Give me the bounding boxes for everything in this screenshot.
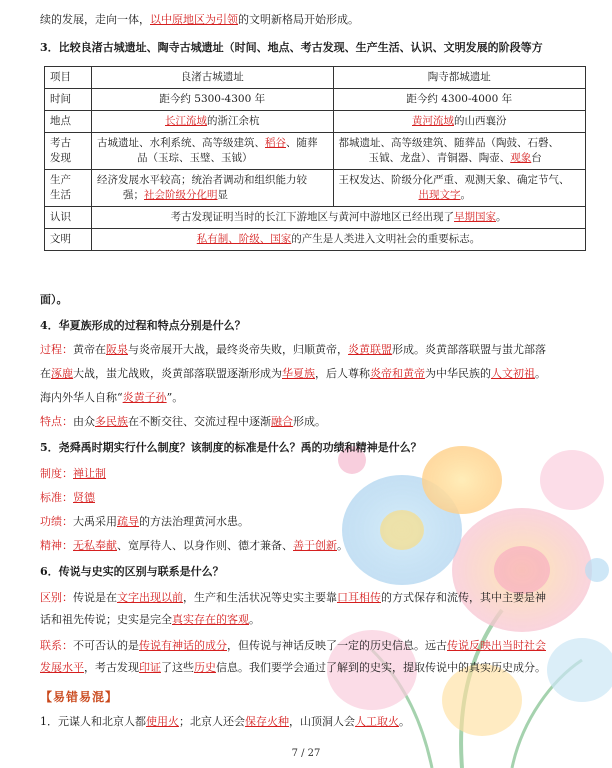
body-text: 在: [40, 367, 51, 380]
answer-highlight: 观象: [510, 152, 532, 164]
answer-highlight: 长江流域: [165, 115, 207, 127]
body-text: ”。: [166, 391, 184, 404]
question-4-title: 4．华夏族形成的过程和特点分别是什么？: [40, 319, 246, 332]
q6-difference-line-1: [40, 590, 582, 606]
answer-highlight: 真实存在的客观: [172, 613, 249, 626]
body-text: 了这些: [161, 661, 194, 674]
answer-highlight: 历史: [194, 661, 216, 674]
answer-highlight: 多民族: [95, 415, 128, 428]
table-cell: [333, 111, 585, 133]
q4-process-line-1: [40, 342, 582, 358]
answer-highlight: 文字出现以前: [117, 591, 183, 604]
answer-highlight: 人工取火: [355, 715, 399, 728]
answer-highlight: 无私奉献: [73, 539, 117, 552]
cell-text: 、随葬: [286, 137, 318, 149]
cell-text: 台: [531, 152, 542, 164]
table-cell: [92, 229, 586, 251]
answer-highlight: 传说反映出当时社会: [447, 639, 546, 652]
body-text: 为中华民族的: [425, 367, 491, 380]
cell-text: 都城遗址、高等级建筑、随葬品（陶鼓、石磬、: [338, 137, 560, 149]
q5-spirit-line: [40, 538, 582, 554]
q6-link-line-2: [40, 660, 582, 676]
pitfall-item-1: [40, 714, 582, 730]
cell-text: 经济发展水平较高；统治者调动和组织能力较: [97, 174, 307, 186]
body-text: 、宽厚待人、以身作则、德才兼备、: [117, 539, 293, 552]
answer-highlight: 社会阶级分化明: [144, 189, 218, 201]
answer-label: 功绩：: [40, 515, 73, 528]
intro-text: 续的发展，走向一体，: [40, 13, 150, 26]
body-text: 在不断交往、交流过程中逐渐: [128, 415, 271, 428]
row-label-line: 考古: [50, 137, 71, 149]
answer-highlight: 疏导: [117, 515, 139, 528]
answer-highlight: 稻谷: [265, 137, 286, 149]
intro-highlight: 以中原地区为引领: [150, 13, 238, 26]
body-text: ，山顶洞人会: [289, 715, 355, 728]
table-row: [45, 89, 586, 111]
answer-highlight: 禅让制: [73, 467, 106, 480]
cell-text: 强；: [123, 189, 144, 201]
q5-merit-line: [40, 514, 582, 530]
table-row: [45, 207, 586, 229]
q4-feature-line: [40, 414, 582, 430]
answer-highlight: 炎帝和黄帝: [370, 367, 425, 380]
body-text: 由众: [73, 415, 95, 428]
answer-highlight: 传说有神话的成分: [139, 639, 227, 652]
table-cell: [92, 170, 334, 207]
body-text: 话和祖先传说；史实是完全: [40, 613, 172, 626]
intro-text-end: 的文明新格局开始形成。: [238, 13, 359, 26]
body-text: 不可否认的是: [73, 639, 139, 652]
answer-highlight: 口耳相传: [337, 591, 381, 604]
answer-highlight: 保存火种: [245, 715, 289, 728]
table-cell: [333, 170, 585, 207]
answer-highlight: 黄河流域: [412, 115, 454, 127]
q6-difference-line-2: [40, 612, 582, 628]
row-label-line: 生活: [50, 189, 71, 201]
answer-highlight: 使用火: [146, 715, 179, 728]
row-label: 认识: [45, 207, 92, 229]
table-header-cell: 陶寺都城遗址: [333, 67, 585, 89]
body-text: 黄帝在: [73, 343, 106, 356]
answer-highlight: 炎黄子孙: [122, 391, 167, 404]
table-cell: [333, 133, 585, 170]
row-label: 时间: [45, 89, 92, 111]
question-3-tail: 面）。: [40, 293, 68, 306]
body-text: 形成。炎黄部落联盟与蚩尤部落: [392, 343, 546, 356]
answer-highlight: 贤德: [73, 491, 95, 504]
row-label-line: 生产: [50, 174, 71, 186]
body-text: ，后人尊称: [315, 367, 370, 380]
cell-text: 显: [217, 189, 228, 201]
cell-text: 。: [496, 211, 507, 223]
body-text: ，考古发现: [84, 661, 139, 674]
cell-text: 。: [460, 189, 472, 201]
answer-highlight: 私有制、阶级、国家: [196, 233, 292, 245]
cell-text: 玉钺、龙盘）、青铜器、陶壶、: [368, 152, 511, 164]
body-text: 1．元谋人和北京人都: [40, 715, 146, 728]
answer-highlight: 善于创新: [293, 539, 337, 552]
table-row: [45, 170, 586, 207]
table-header-cell: 良渚古城遗址: [92, 67, 334, 89]
answer-highlight: 融合: [271, 415, 293, 428]
body-text: 。: [399, 715, 410, 728]
row-label: [45, 170, 92, 207]
body-text: 与炎帝展开大战，最终炎帝失败，归顺黄帝，: [128, 343, 348, 356]
body-text: ，生产和生活状况等史实主要靠: [183, 591, 337, 604]
table-cell: [92, 207, 586, 229]
answer-highlight: 人文初祖: [491, 367, 535, 380]
answer-highlight: 出现文字: [418, 189, 461, 201]
body-text: 的方法治理黄河水患。: [139, 515, 249, 528]
comparison-table: [44, 66, 586, 251]
answer-highlight: 涿鹿: [51, 367, 73, 380]
q5-standard-line: [40, 490, 582, 506]
table-cell: 距今约 5300-4300 年: [92, 89, 334, 111]
cell-text: 品（玉琮、玉璧、玉钺）: [137, 152, 253, 164]
body-text: 大禹采用: [73, 515, 117, 528]
body-text: 的方式保存和流传，其中主要是神: [381, 591, 546, 604]
cell-text: 的山西襄汾: [454, 115, 507, 127]
answer-highlight: 印证: [139, 661, 161, 674]
cell-text: 的浙江余杭: [207, 115, 260, 127]
body-text: ，但传说与神话反映了一定的历史信息。远古: [227, 639, 447, 652]
table-cell: [92, 133, 334, 170]
question-6-title: 6．传说与史实的区别与联系是什么？: [40, 565, 224, 578]
cell-text: 的产生是人类进入文明社会的重要标志。: [291, 233, 481, 245]
question-3-title: 3．比较良渚古城遗址、陶寺古城遗址（时间、地点、考古发现、生产生活、认识、文明发展的阶段等方: [40, 41, 543, 54]
page-number: 7 / 27: [291, 748, 321, 759]
answer-label: 特点：: [40, 415, 73, 428]
body-text: 传说是在: [73, 591, 117, 604]
q4-process-line-2: [40, 366, 582, 382]
q6-link-line-1: [40, 638, 582, 654]
answer-highlight: 炎黄联盟: [348, 343, 392, 356]
row-label: 地点: [45, 111, 92, 133]
table-row: [45, 111, 586, 133]
cell-text: 王权发达、阶级分化严重、观测天象、确定节气、: [338, 174, 570, 186]
table-row: [45, 229, 586, 251]
cell-text: 考古发现证明当时的长江下游地区与黄河中游地区已经出现了: [170, 211, 454, 223]
answer-label: 标准：: [40, 491, 73, 504]
intro-line: [40, 12, 582, 28]
answer-label: 区别：: [40, 591, 73, 604]
answer-label: 精神：: [40, 539, 73, 552]
body-text: 。: [337, 539, 348, 552]
q5-system-line: [40, 466, 582, 482]
table-cell: 距今约 4300-4000 年: [333, 89, 585, 111]
body-text: ；北京人还会: [179, 715, 245, 728]
question-5-title: 5．尧舜禹时期实行什么制度？该制度的标准是什么？禹的功绩和精神是什么？: [40, 441, 422, 454]
table-header-row: [45, 67, 586, 89]
body-text: 形成。: [293, 415, 326, 428]
table-cell: [92, 111, 334, 133]
answer-highlight: 华夏族: [282, 367, 315, 380]
body-text: 。: [249, 613, 260, 626]
section-heading: 【易错易混】: [40, 690, 119, 704]
answer-label: 制度：: [40, 467, 73, 480]
cell-text: 古城遗址、水利系统、高等级建筑、: [97, 137, 265, 149]
body-text: 。: [535, 367, 546, 380]
row-label-line: 发现: [50, 152, 71, 164]
table-header-cell: 项目: [45, 67, 92, 89]
row-label: 文明: [45, 229, 92, 251]
table-row: [45, 133, 586, 170]
answer-label: 联系：: [40, 639, 73, 652]
answer-highlight: 早期国家: [454, 211, 496, 223]
answer-label: 过程：: [40, 343, 73, 356]
row-label: [45, 133, 92, 170]
answer-highlight: 发展水平: [40, 661, 84, 674]
q4-process-line-3: [40, 390, 582, 406]
answer-highlight: 阪泉: [106, 343, 128, 356]
body-text: 信息。我们要学会通过了解到的史实，提取传说中的真实历史成分。: [216, 661, 546, 674]
body-text: 大战，蚩尤战败，炎黄部落联盟逐渐形成为: [73, 367, 282, 380]
body-text: 海内外华人自称“: [40, 391, 123, 404]
